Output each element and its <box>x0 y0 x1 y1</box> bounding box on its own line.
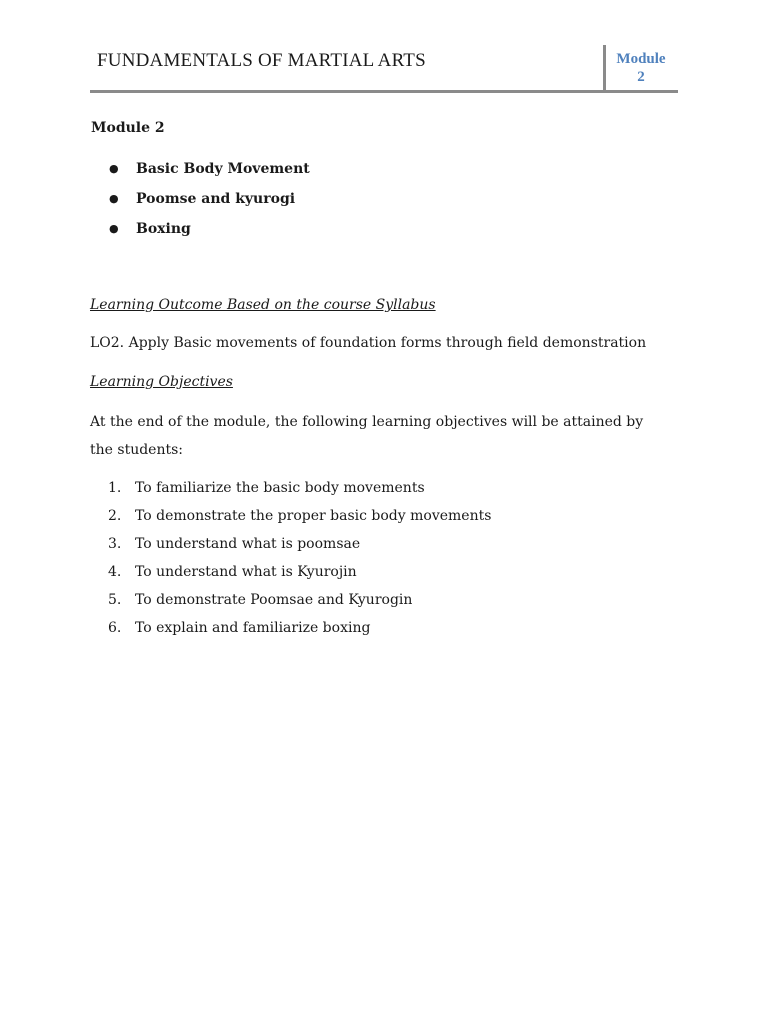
bullet-icon: ● <box>109 162 119 175</box>
objective-item <box>108 618 491 646</box>
header-divider <box>603 45 606 92</box>
objective-item <box>108 562 491 590</box>
learning-outcome-text: LO2. Apply Basic movements of foundation forms through field demonstration <box>90 335 647 351</box>
topic-item <box>108 219 310 249</box>
header-module-word: Module <box>616 51 666 67</box>
objective-item <box>108 590 491 618</box>
topic-item <box>108 159 310 189</box>
learning-objectives-intro: At the end of the module, the following learning objectives will be attained by the students: <box>90 414 644 458</box>
header-title: FUNDAMENTALS OF MARTIAL ARTS <box>97 50 426 71</box>
objective-number: 5. <box>108 592 122 608</box>
objective-item <box>108 478 491 506</box>
header-rule <box>90 90 678 93</box>
header-module-number: 2 <box>637 69 645 85</box>
learning-outcome-heading: Learning Outcome Based on the course Syllabus <box>90 297 436 313</box>
objective-number: 4. <box>108 564 122 580</box>
header-module-label <box>610 50 672 86</box>
objective-number: 2. <box>108 508 122 524</box>
bullet-icon: ● <box>109 192 119 205</box>
objective-text: To explain and familiarize boxing <box>135 620 371 636</box>
objective-item <box>108 506 491 534</box>
objective-item <box>108 534 491 562</box>
objective-text: To familiarize the basic body movements <box>135 480 425 496</box>
section-heading: Module 2 <box>91 120 165 136</box>
objective-text: To demonstrate the proper basic body movements <box>135 508 492 524</box>
objectives-list <box>108 478 491 646</box>
learning-objectives-heading: Learning Objectives <box>90 374 233 390</box>
topic-label: Basic Body Movement <box>136 161 310 177</box>
topic-item <box>108 189 310 219</box>
objective-number: 3. <box>108 536 122 552</box>
objective-text: To understand what is poomsae <box>135 536 361 552</box>
bullet-icon: ● <box>109 222 119 235</box>
objective-number: 6. <box>108 620 122 636</box>
topic-label: Poomse and kyurogi <box>136 191 296 207</box>
objective-text: To demonstrate Poomsae and Kyurogin <box>135 592 413 608</box>
objective-text: To understand what is Kyurojin <box>135 564 357 580</box>
topic-label: Boxing <box>136 221 191 237</box>
objective-number: 1. <box>108 480 122 496</box>
topic-list <box>108 159 310 249</box>
